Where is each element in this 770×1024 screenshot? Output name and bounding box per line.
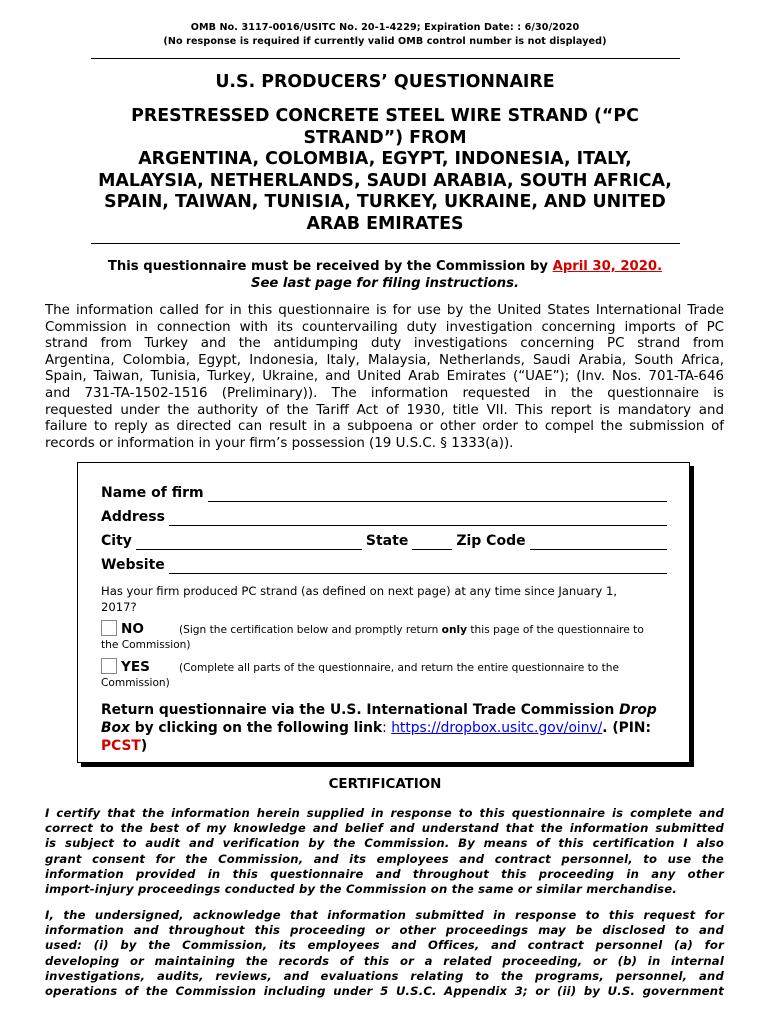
title-divider — [91, 243, 680, 244]
yes-instruction: (Complete all parts of the questionnaire, and return the entire questionnaire to the — [179, 662, 619, 674]
city-field[interactable] — [136, 537, 362, 550]
product-title — [40, 106, 730, 235]
certification-heading: CERTIFICATION — [328, 777, 442, 792]
cert-line: operations of the Commission including under 5 U.S.C. Appendix 3; or (ii) by U.S. government — [45, 984, 724, 999]
due-date: April 30, 2020. — [552, 259, 663, 274]
zip-code-field[interactable] — [530, 537, 667, 550]
product-title-line: PRESTRESSED CONCRETE STEEL WIRE STRAND (“PC — [131, 106, 639, 126]
omb-line-1: OMB No. 3117-0016/USITC No. 20-1-4229; Expiration Date: : 6/30/2020 — [190, 22, 580, 33]
product-title-line: ARGENTINA, COLOMBIA, EGYPT, INDONESIA, ITALY, — [138, 149, 632, 169]
certification-paragraph-2 — [45, 908, 724, 999]
intro-line: and 731-TA-1502-1516 (Preliminary)). The information requested in the questionnaire is — [45, 385, 724, 401]
website-field[interactable] — [169, 561, 667, 574]
intro-line: Commission in connection with its countervailing duty investigation concerning imports of PC — [45, 319, 724, 335]
question-line: 2017? — [101, 600, 137, 614]
intro-line: The information called for in this questionnaire is for use by the United States International Trade — [45, 303, 724, 318]
cert-line: I certify that the information herein supplied in response to this questionnaire is complete and — [45, 806, 724, 820]
yes-instruction-cont: Commission) — [101, 677, 170, 689]
product-title-line: SPAIN, TAIWAN, TUNISIA, TURKEY, UKRAINE, AND UNITED — [104, 192, 666, 212]
no-label: NO — [121, 621, 144, 637]
cert-line: correct to the best of my knowledge and belief and understand that the information submitted — [45, 821, 724, 836]
product-title-line: MALAYSIA, NETHERLANDS, SAUDI ARABIA, SOUTH AFRICA, — [98, 170, 672, 191]
intro-line: strand from Turkey and the antidumping duty investigations concerning PC strand from — [45, 336, 724, 352]
cert-line: grant consent for the Commission, and its employees and contract personnel, to use the — [45, 851, 724, 866]
address-label: Address — [101, 509, 165, 525]
due-date-notice — [40, 258, 730, 292]
cert-line: developing or maintaining the records of this or a related proceeding, or (b) in internal — [45, 953, 724, 968]
production-question — [101, 583, 667, 615]
address-row — [101, 508, 667, 526]
intro-line: requested under the authority of the Tariff Act of 1930, title VII. This report is mandatory and — [45, 402, 724, 418]
return-instructions: Return questionnaire via the U.S. International Trade Commission Drop Box by clicking on the following link: https://dropbox.usitc.gov/oinv/. (PIN: PCST) — [101, 702, 657, 754]
questionnaire-title: U.S. PRODUCERS’ QUESTIONNAIRE — [215, 72, 555, 92]
zip-code-label: Zip Code — [456, 533, 526, 549]
omb-line-2: (No response is required if currently valid OMB control number is not displayed) — [163, 36, 607, 47]
yes-option — [101, 658, 681, 691]
certification-paragraph-1 — [45, 806, 724, 897]
notice-text: This questionnaire must be received by the Commission by — [107, 259, 549, 274]
firm-name-field[interactable] — [208, 489, 667, 502]
intro-paragraph — [45, 303, 724, 452]
no-instruction: (Sign the certification below and promptly return only this page of the questionnaire to — [179, 624, 644, 636]
cert-line: is subject to audit and verification by the Commission. By means of this certification I also — [45, 836, 724, 851]
state-field[interactable] — [412, 537, 452, 550]
city-state-zip-row — [101, 532, 667, 550]
cert-line: investigations, audits, reviews, and evaluations relating to the programs, personnel, and — [45, 968, 724, 983]
firm-info-box — [77, 462, 690, 763]
cert-line: information provided in this questionnaire and throughout this proceeding in any other — [45, 866, 724, 881]
yes-checkbox[interactable] — [101, 658, 117, 674]
filing-instructions-note: See last page for filing instructions. — [250, 276, 520, 291]
intro-line: records or information in your firm’s possession (19 U.S.C. § 1333(a)). — [45, 435, 514, 451]
address-field[interactable] — [169, 513, 667, 526]
website-label: Website — [101, 557, 165, 573]
cert-line: I, the undersigned, acknowledge that information submitted in response to this request for — [45, 908, 724, 922]
product-title-line: STRAND”) FROM — [303, 127, 467, 148]
city-label: City — [101, 533, 132, 549]
pin-code: PCST — [101, 738, 141, 754]
product-title-line: ARAB EMIRATES — [306, 213, 464, 234]
intro-line: failure to reply as directed can result in a subpoena or other order to compel the submission of — [45, 419, 724, 435]
top-divider — [91, 58, 680, 59]
website-row — [101, 556, 667, 574]
question-line: Has your firm produced PC strand (as defined on next page) at any time since January 1, — [101, 584, 618, 598]
no-option — [101, 620, 681, 653]
intro-line: Spain, Taiwan, Tunisia, Turkey, Ukraine, and United Arab Emirates (“UAE”); (Inv. Nos. 701-TA-646 — [45, 369, 724, 385]
intro-line: Argentina, Colombia, Egypt, Indonesia, Italy, Malaysia, Netherlands, Saudi Arabia, South Africa, — [45, 352, 724, 368]
cert-line: information and throughout this proceeding or other proceedings may be disclosed to and — [45, 923, 724, 938]
no-checkbox[interactable] — [101, 620, 117, 636]
state-label: State — [365, 533, 409, 549]
no-instruction-cont: the Commission) — [101, 639, 191, 651]
cert-line: import-injury proceedings conducted by the Commission on the same or similar merchandise. — [45, 882, 677, 897]
dropbox-link[interactable]: https://dropbox.usitc.gov/oinv/ — [391, 720, 603, 736]
yes-label: YES — [121, 659, 150, 675]
firm-name-label: Name of firm — [101, 485, 204, 501]
cert-line: used: (i) by the Commission, its employees and Offices, and contract personnel (a) for — [45, 938, 724, 953]
firm-name-row — [101, 484, 667, 502]
